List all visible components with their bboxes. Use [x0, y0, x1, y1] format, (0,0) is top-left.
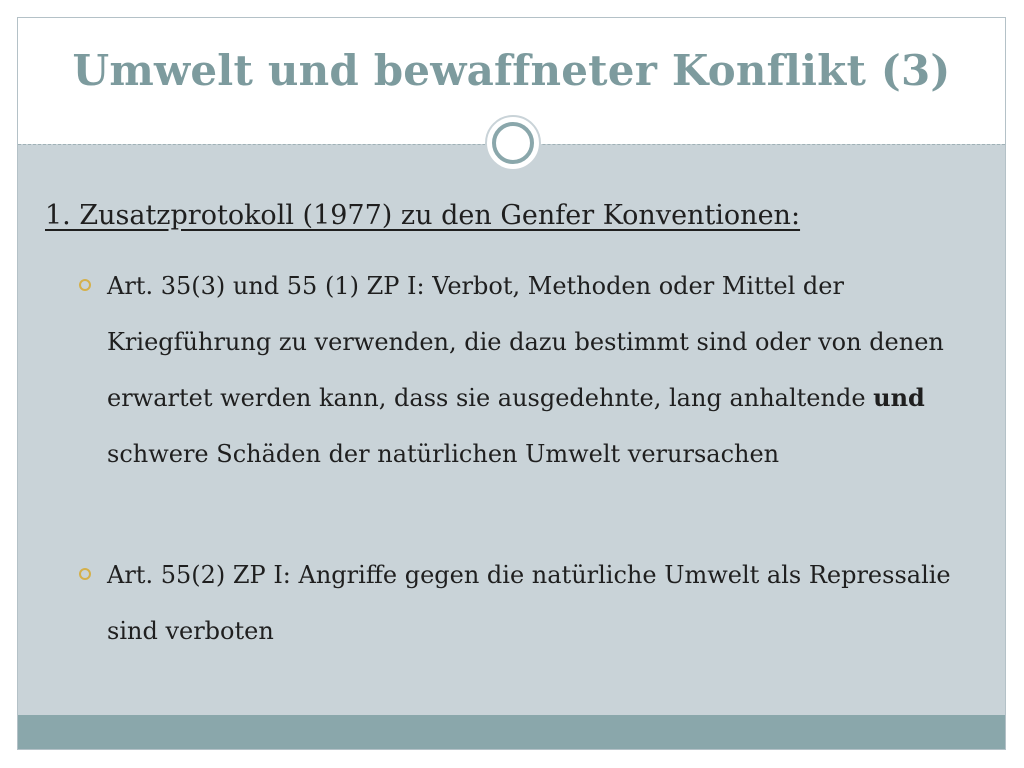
- footer-bar: [18, 715, 1005, 749]
- bullet-item: [107, 547, 967, 659]
- bullet-item: [107, 258, 967, 482]
- bullet-emphasis: und: [873, 383, 925, 412]
- ring-inner-icon: [492, 122, 534, 164]
- circle-bullet-icon: [79, 568, 91, 580]
- circle-bullet-icon: [79, 279, 91, 291]
- section-heading: 1. Zusatzprotokoll (1977) zu den Genfer Konventionen:: [45, 200, 801, 231]
- bullet-text: schwere Schäden der natürlichen Umwelt verursachen: [107, 440, 780, 468]
- ring-icon: [485, 115, 541, 171]
- bullet-text: Art. 35(3) und 55 (1) ZP I: Verbot, Methoden oder Mittel der Kriegführung zu verwenden, die dazu bestimmt sind oder von denen erwartet werden kann, dass sie ausgedehnte, lang anhaltende: [107, 272, 944, 412]
- slide-title: Umwelt und bewaffneter Konflikt (3): [72, 46, 951, 95]
- slide: [17, 17, 1006, 750]
- bullet-text: Art. 55(2) ZP I: Angriffe gegen die natürliche Umwelt als Repressalie sind verboten: [107, 561, 951, 645]
